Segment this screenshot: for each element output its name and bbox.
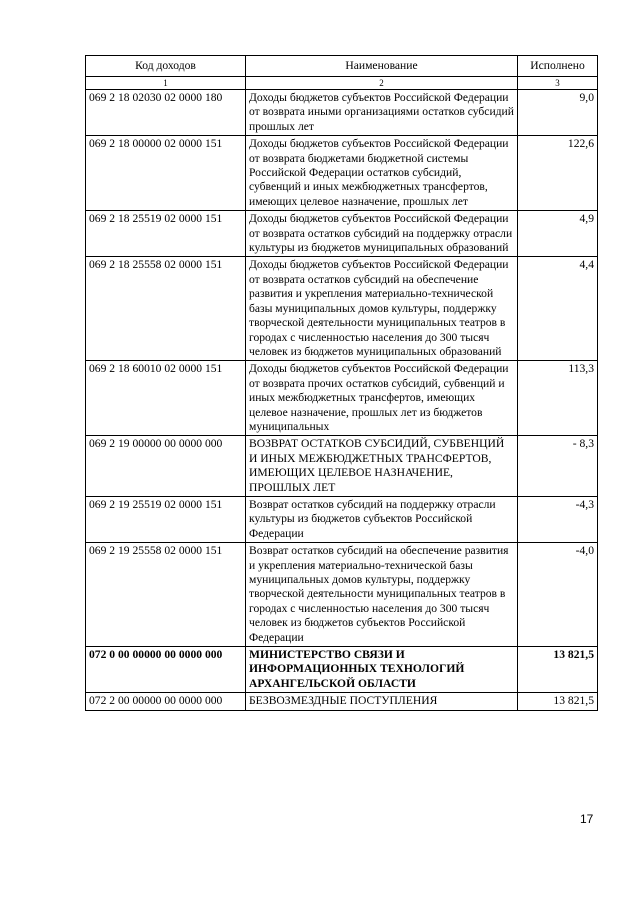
revenue-table xyxy=(85,55,598,711)
table-row xyxy=(86,136,598,211)
header-row xyxy=(86,56,598,77)
row-code: 069 2 19 00000 00 0000 000 xyxy=(86,436,246,497)
table-row xyxy=(86,496,598,542)
row-amount: 13 821,5 xyxy=(518,693,598,710)
row-code: 069 2 18 60010 02 0000 151 xyxy=(86,361,246,436)
column-number-3: 3 xyxy=(518,77,598,90)
table-row xyxy=(86,647,598,693)
column-number-row xyxy=(86,77,598,90)
row-name: Доходы бюджетов субъектов Российской Федерации от возврата бюджетами бюджетной системы Российской Федерации остатков субсидий, субвенций и иных межбюджетных трансфертов, имеющих целевое назначение, прошлых лет xyxy=(246,136,518,211)
column-number-1: 1 xyxy=(86,77,246,90)
header-amount: Исполнено xyxy=(518,56,598,77)
row-name: ВОЗВРАТ ОСТАТКОВ СУБСИДИЙ, СУБВЕНЦИЙ И ИНЫХ МЕЖБЮДЖЕТНЫХ ТРАНСФЕРТОВ, ИМЕЮЩИХ ЦЕЛЕВОЕ НАЗНАЧЕНИЕ, ПРОШЛЫХ ЛЕТ xyxy=(246,436,518,497)
row-amount: - 8,3 xyxy=(518,436,598,497)
header-code: Код доходов xyxy=(86,56,246,77)
row-code: 069 2 18 00000 02 0000 151 xyxy=(86,136,246,211)
table-row xyxy=(86,257,598,361)
row-amount: 4,4 xyxy=(518,257,598,361)
row-amount: 9,0 xyxy=(518,90,598,136)
table-row xyxy=(86,436,598,497)
table-row xyxy=(86,543,598,647)
row-code: 069 2 18 25519 02 0000 151 xyxy=(86,211,246,257)
row-name: Возврат остатков субсидий на поддержку отрасли культуры из бюджетов субъектов Российской Федерации xyxy=(246,496,518,542)
row-amount: 113,3 xyxy=(518,361,598,436)
header-name: Наименование xyxy=(246,56,518,77)
row-name: БЕЗВОЗМЕЗДНЫЕ ПОСТУПЛЕНИЯ xyxy=(246,693,518,710)
page-number: 17 xyxy=(580,812,594,826)
row-amount: 4,9 xyxy=(518,211,598,257)
table-row xyxy=(86,361,598,436)
row-amount: 122,6 xyxy=(518,136,598,211)
row-code: 069 2 18 25558 02 0000 151 xyxy=(86,257,246,361)
column-number-2: 2 xyxy=(246,77,518,90)
row-amount: 13 821,5 xyxy=(518,647,598,693)
table-row xyxy=(86,693,598,710)
row-name: Доходы бюджетов субъектов Российской Федерации от возврата остатков субсидий на обеспечение развития и укрепления материально-технической базы муниципальных домов культуры, поддержку творческой деятельности муниципальных театров в городах с численностью населения до 300 тысяч человек из бюджетов муниципальных образований xyxy=(246,257,518,361)
row-code: 072 0 00 00000 00 0000 000 xyxy=(86,647,246,693)
row-code: 069 2 18 02030 02 0000 180 xyxy=(86,90,246,136)
row-code: 072 2 00 00000 00 0000 000 xyxy=(86,693,246,710)
row-name: МИНИСТЕРСТВО СВЯЗИ И ИНФОРМАЦИОННЫХ ТЕХНОЛОГИЙ АРХАНГЕЛЬСКОЙ ОБЛАСТИ xyxy=(246,647,518,693)
row-name: Доходы бюджетов субъектов Российской Федерации от возврата иными организациями остатков субсидий прошлых лет xyxy=(246,90,518,136)
row-amount: -4,3 xyxy=(518,496,598,542)
row-code: 069 2 19 25519 02 0000 151 xyxy=(86,496,246,542)
row-amount: -4,0 xyxy=(518,543,598,647)
row-name: Возврат остатков субсидий на обеспечение развития и укрепления материально-технической базы муниципальных домов культуры, поддержку творческой деятельности муниципальных театров в городах с численностью населения до 300 тысяч человек из бюджетов субъектов Российской Федерации xyxy=(246,543,518,647)
row-code: 069 2 19 25558 02 0000 151 xyxy=(86,543,246,647)
table-row xyxy=(86,211,598,257)
table-body xyxy=(86,90,598,711)
row-name: Доходы бюджетов субъектов Российской Федерации от возврата остатков субсидий на поддержку отрасли культуры из бюджетов муниципальных образований xyxy=(246,211,518,257)
row-name: Доходы бюджетов субъектов Российской Федерации от возврата прочих остатков субсидий, субвенций и иных межбюджетных трансфертов, имеющих целевое назначение, прошлых лет из бюджетов муниципальных xyxy=(246,361,518,436)
table-row xyxy=(86,90,598,136)
